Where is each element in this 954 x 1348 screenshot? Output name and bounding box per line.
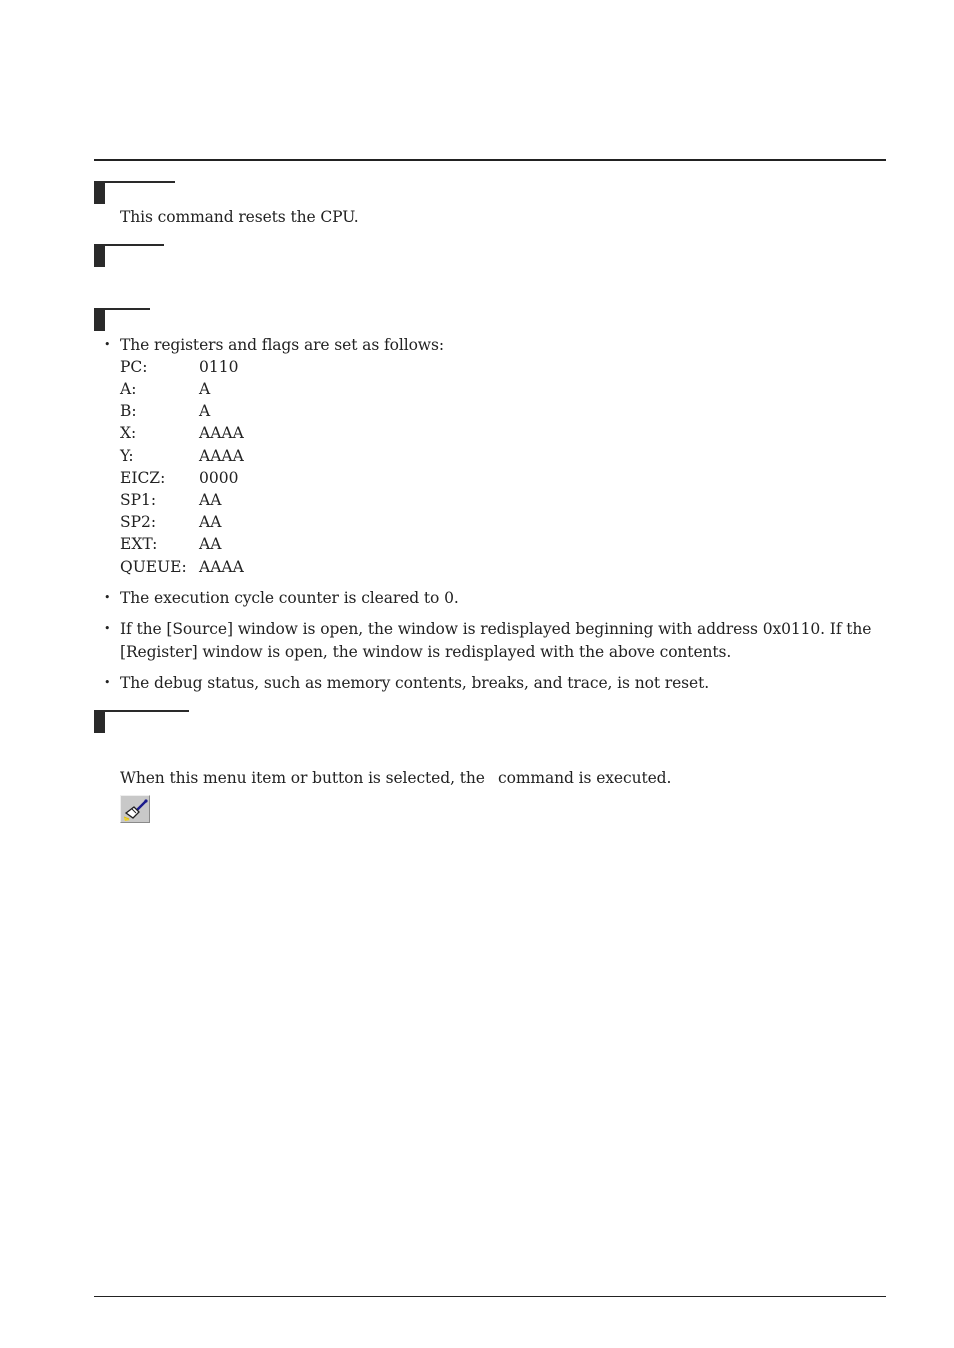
- register-name: X:: [120, 424, 137, 442]
- register-value: AA: [199, 535, 222, 553]
- section-underline-format: [105, 244, 164, 246]
- register-name: SP2:: [120, 513, 157, 531]
- section-underline-gui: [105, 710, 189, 712]
- section-marker-gui: [94, 710, 105, 733]
- gui-description-start: When this menu item or button is selected, the: [120, 769, 485, 787]
- notes-bullet-debug-status: The debug status, such as memory contents, breaks, and trace, is not reset.: [120, 674, 710, 692]
- section-marker-notes: [94, 308, 105, 331]
- register-name: EXT:: [120, 535, 158, 553]
- register-value: AAAA: [199, 558, 244, 576]
- bullet-glyph: •: [104, 338, 111, 351]
- register-name: Y:: [120, 447, 134, 465]
- reset-brush-icon: [123, 798, 149, 822]
- notes-bullet-registers: The registers and flags are set as follows:: [120, 336, 444, 354]
- register-value: A: [199, 402, 211, 420]
- section-underline-function: [105, 181, 175, 183]
- register-name: A:: [120, 380, 137, 398]
- register-name: B:: [120, 402, 137, 420]
- notes-bullet-source-window: If the [Source] window is open, the window is redisplayed beginning with address 0x0110. If the: [120, 620, 872, 638]
- footer-rule: [94, 1296, 886, 1297]
- register-name: QUEUE:: [120, 558, 187, 576]
- register-value: AA: [199, 491, 222, 509]
- bullet-glyph: •: [104, 622, 111, 635]
- register-value: 0110: [199, 358, 239, 376]
- function-description: This command resets the CPU.: [120, 208, 359, 226]
- register-value: 0000: [199, 469, 239, 487]
- reset-cpu-button[interactable]: [120, 795, 150, 823]
- bullet-glyph: •: [104, 591, 111, 604]
- register-value: AAAA: [199, 447, 244, 465]
- register-name: PC:: [120, 358, 148, 376]
- header-rule: [94, 159, 886, 161]
- section-marker-function: [94, 181, 105, 204]
- register-value: AAAA: [199, 424, 244, 442]
- section-marker-format: [94, 244, 105, 267]
- gui-description-end: command is executed.: [498, 769, 672, 787]
- register-name: SP1:: [120, 491, 157, 509]
- register-value: AA: [199, 513, 222, 531]
- notes-bullet-source-window-cont: [Register] window is open, the window is redisplayed with the above contents.: [120, 643, 732, 661]
- register-value: A: [199, 380, 211, 398]
- section-underline-notes: [105, 308, 150, 310]
- bullet-glyph: •: [104, 676, 111, 689]
- notes-bullet-cycle-counter: The execution cycle counter is cleared to 0.: [120, 589, 459, 607]
- register-name: EICZ:: [120, 469, 166, 487]
